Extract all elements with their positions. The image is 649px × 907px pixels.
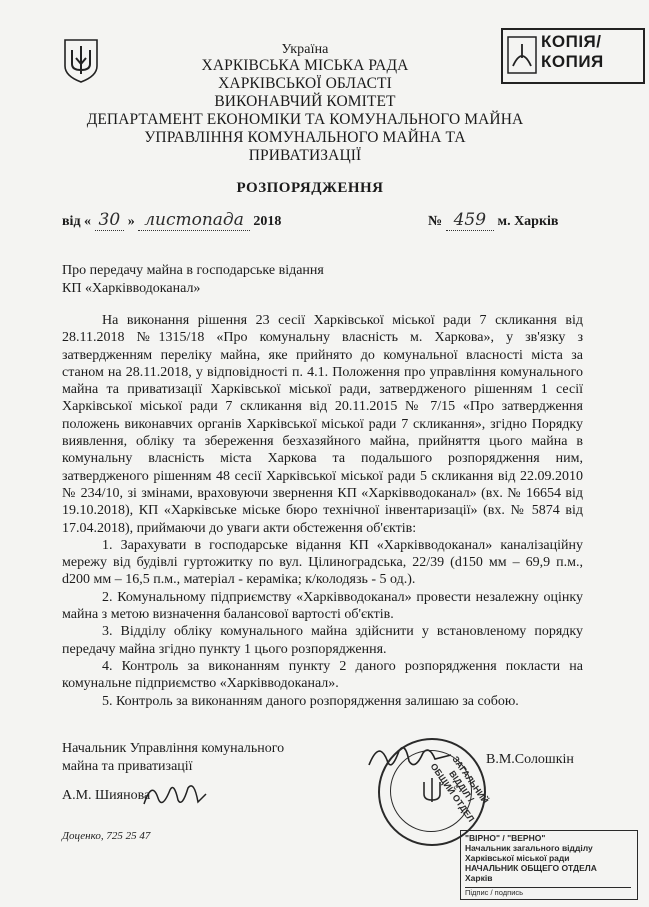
number-label: № xyxy=(428,214,443,229)
approver-name: А.М. Шиянова xyxy=(62,788,151,803)
date-prefix: від « xyxy=(62,214,92,229)
number-line xyxy=(428,210,558,231)
date-line xyxy=(62,210,281,231)
region-name: ХАРКІВСЬКОЇ ОБЛАСТІ xyxy=(218,75,392,92)
city-name: м. Харків xyxy=(497,214,559,229)
verno-stamp xyxy=(460,830,638,900)
copy-stamp-line2: КОПИЯ xyxy=(541,52,604,71)
approver-signature-icon xyxy=(140,776,210,816)
document-number: 459 xyxy=(446,210,494,231)
executor-info: Доценко, 725 25 47 xyxy=(62,830,151,842)
position-line1: Начальник Управління комунального xyxy=(62,741,285,756)
item-2: 2. Комунальному підприємству «Харківводоканал» провести незалежну оцінку майна з метою визначення балансової вартості об'єктів. xyxy=(62,589,583,623)
office-name-line2: ПРИВАТИЗАЦІЇ xyxy=(248,147,362,164)
position-line2: майна та приватизації xyxy=(62,759,193,774)
subject-line1: Про передачу майна в господарське відання xyxy=(62,263,324,278)
country-name: Україна xyxy=(281,42,329,57)
verno-sign-label: Підпис / подпись xyxy=(465,887,631,897)
item-3: 3. Відділу обліку комунального майна здійснити у встановленому порядку передачу майна згідно пункту 1 цього розпорядження. xyxy=(62,624,583,657)
item-1: 1. Зарахувати в господарське відання КП «Харківводоканал» каналізаційну мережу від будівлі гуртожитку по вул. Цілиноградська, 22/39 (d150 мм – 69,9 п.м., d200 мм – 16,5 п.м., матеріал - кераміка; к/колодязь - 5 од.). xyxy=(62,537,583,588)
verno-line5: Харків xyxy=(465,873,493,883)
general-dept-stamp-text: ЗАГАЛЬНИЙ ВІДДІЛ / ОБЩИЙ ОТДЕЛ xyxy=(428,754,491,824)
department-name: ДЕПАРТАМЕНТ ЕКОНОМІКИ ТА КОМУНАЛЬНОГО МАЙНА xyxy=(86,111,524,128)
office-name-line1: УПРАВЛІННЯ КОМУНАЛЬНОГО МАЙНА ТА xyxy=(144,129,466,146)
item-4: 4. Контроль за виконанням пункту 2 даного розпорядження покласти на комунальне підприємство «Харківводоканал». xyxy=(62,658,583,692)
intro-paragraph: На виконання рішення 23 сесії Харківської міської ради 7 скликання від 28.11.2018 №1315/18 «Про комунальну власність м. Харкова», у зв'язку з затвердженням переліку майна, яке прийнято до комунальної власності міста за станом на 28.11.2018, у відповідності п. 4.1. Положення про управління комунального майна та приватизації Харківської міської ради, затвердженого рішенням 1 сесії Харківської міської ради 7 скликання від 20.11.2015 № 7/15 «Про затвердження положень виконавчих органів Харківської міської ради 7 скликання», згідно Порядку виявлення, обліку та збереження безхазяйного майна, прийняття цього майна в комунальну власність міста Харкова та подальшого розпорядження ним, затвердженого рішенням 48 сесії Харківської міської ради 5 скликання від 22.09.2010 № 234/10, зі змінами, враховуючи звернення КП «Харківводоканал» (вх. № 16654 від 19.10.2018), КП «Харківське міське бюро технічної інвентаризації» (вх. № 5874 від 17.04.2018), приймаючи до уваги акти обстеження об'єктів: xyxy=(62,313,583,536)
signatory-position xyxy=(62,740,284,776)
committee-name: ВИКОНАВЧИЙ КОМІТЕТ xyxy=(214,93,396,110)
date-day: 30 xyxy=(95,210,125,231)
document-title: РОЗПОРЯДЖЕННЯ xyxy=(236,180,384,196)
copy-stamp-line1: КОПІЯ/ xyxy=(541,32,602,51)
date-mid: » xyxy=(127,214,135,229)
item-5: 5. Контроль за виконанням даного розпорядження залишаю за собою. xyxy=(102,693,519,709)
verno-line2: Начальник загального відділу xyxy=(465,843,593,853)
subject-block xyxy=(62,262,324,298)
signatory-name: В.М.Солошкін xyxy=(486,752,574,767)
council-name: ХАРКІВСЬКА МІСЬКА РАДА xyxy=(201,57,409,74)
subject-line2: КП «Харківводоканал» xyxy=(62,281,201,296)
date-month: листопада xyxy=(138,210,250,231)
verno-line4: НАЧАЛЬНИК ОБЩЕГО ОТДЕЛА xyxy=(465,863,597,873)
verno-line3: Харківської міської ради xyxy=(465,853,570,863)
document-body xyxy=(62,312,583,710)
date-year: 2018 xyxy=(253,214,282,229)
verno-line1: "ВІРНО" / "ВЕРНО" xyxy=(465,833,546,843)
